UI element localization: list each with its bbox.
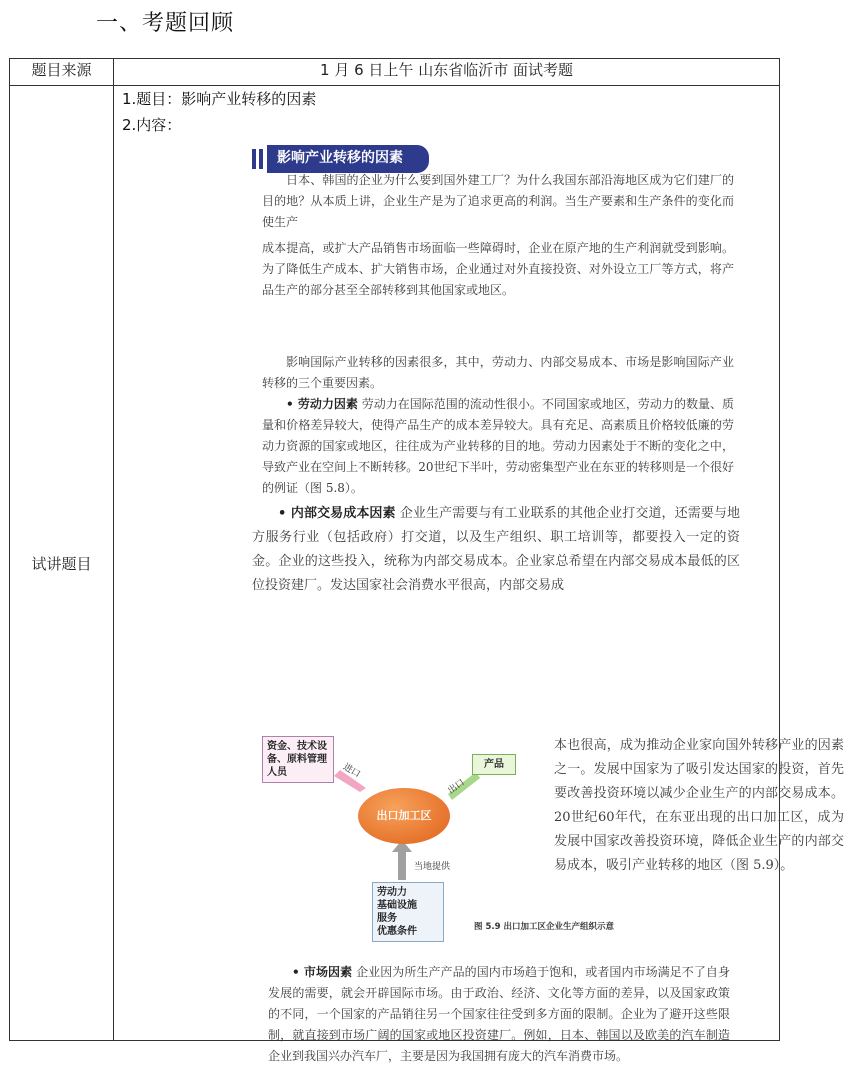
arrow-out-label: 出口 [446, 777, 467, 797]
topic-title-line: 1.题目：影响产业转移的因素 [122, 90, 317, 108]
output-box: 产品 [472, 754, 516, 775]
inputs-box: 资金、技术设备、原料管理人员 [262, 736, 334, 783]
page-heading: 一、考题回顾 [96, 11, 235, 36]
paragraph-cost: 成本提高，或扩大产品销售市场面临一些障碍时，企业在原产地的生产利润就受到影响。为了降低生产成本、扩大销售市场，企业通过对外直接投资、对外设立工厂等方式，将产品生产的部分甚至全部转移到其他国家或地区。 [262, 241, 734, 297]
topic-content-line: 2.内容： [122, 116, 182, 134]
exam-table [9, 58, 844, 1063]
topic-label: 试讲题目 [10, 86, 114, 1041]
cost-paragraph [252, 502, 740, 598]
paragraph-factors: 影响国际产业转移的因素很多，其中，劳动力、内部交易成本、市场是影响国际产业转移的三个重要因素。 [262, 355, 734, 390]
factors-block [262, 352, 734, 499]
local-box: 劳动力 基础设施 服务 优惠条件 [372, 882, 444, 942]
banner-bars [252, 149, 263, 169]
source-row [10, 59, 780, 86]
market-title: • 市场因素 [292, 965, 353, 979]
paragraph-intro: 日本、韩国的企业为什么要到国外建工厂？为什么我国东部沿海地区成为它们建厂的目的地？从本质上讲，企业生产是为了追求更高的利润。当生产要素和生产条件的变化而使生产 [262, 173, 734, 229]
topic-content [114, 86, 844, 1063]
export-zone-diagram [262, 732, 542, 942]
market-paragraph [268, 962, 730, 1067]
figure-caption: 图 5.9 出口加工区企业生产组织示意 [474, 922, 614, 932]
source-value: 1 月 6 日上午 山东省临沂市 面试考题 [114, 59, 780, 86]
section-banner [252, 148, 429, 170]
textbook-page [252, 144, 844, 1063]
market-text: 企业因为所生产产品的国内市场趋于饱和，或者国内市场满足不了自身发展的需要，就会开辟国际市场。由于政治、经济、文化等方面的差异，以及国家政策的不同，一个国家的产品销往另一个国家往往受到多方面的限制。企业为了避开这些限制，就直接到市场广阔的国家或地区投资建厂。例如，日本、韩国以及欧美的汽车制造企业到我国兴办汽车厂，主要是因为我国拥有庞大的汽车消费市场。 [268, 965, 730, 1063]
topic-row [10, 86, 780, 1041]
cost-title: • 内部交易成本因素 [278, 506, 396, 521]
center-ellipse: 出口加工区 [358, 788, 450, 844]
cost-text-continued: 本也很高，成为推动企业家向国外转移产业的因素之一。发展中国家为了吸引发达国家的投资，首先要改善投资环境以减少企业生产的内部交易成本。20世纪60年代，在东亚出现的出口加工区，成为发展中国家改善投资环境，降低企业生产的内部交易成本，吸引产业转移的地区（图 5.9）。 [554, 738, 844, 873]
banner-title: 影响产业转移的因素 [267, 145, 429, 173]
arrow-local-label: 当地提供 [414, 862, 451, 872]
arrow-in-label: 进口 [341, 762, 362, 780]
labor-title: • 劳动力因素 [286, 397, 358, 411]
arrow-local-shaft [398, 850, 406, 880]
labor-text: 劳动力在国际范围的流动性很小。不同国家或地区，劳动力的数量、质量和价格差异较大，使得产品生产的成本差异较大。具有充足、高素质且价格较低廉的劳动力资源的国家或地区，往往成为产业转移的目的地。劳动力因素处于不断的变化之中，导致产业在空间上不断转移。20世纪下半叶，劳动密集型产业在东亚的转移则是一个很好的例证（图 5.8）。 [262, 397, 734, 495]
source-label: 题目来源 [10, 59, 114, 86]
cost-text: 企业生产需要与有工业联系的其他企业打交道，还需要与地方服务行业（包括政府）打交道，以及生产组织、职工培训等，都要投入一定的资金。企业的这些投入，统称为内部交易成本。企业家总希望在内部交易成本最低的区位投资建厂。发达国家社会消费水平很高，内部交易成 [252, 506, 740, 593]
labor-paragraph [262, 394, 734, 499]
